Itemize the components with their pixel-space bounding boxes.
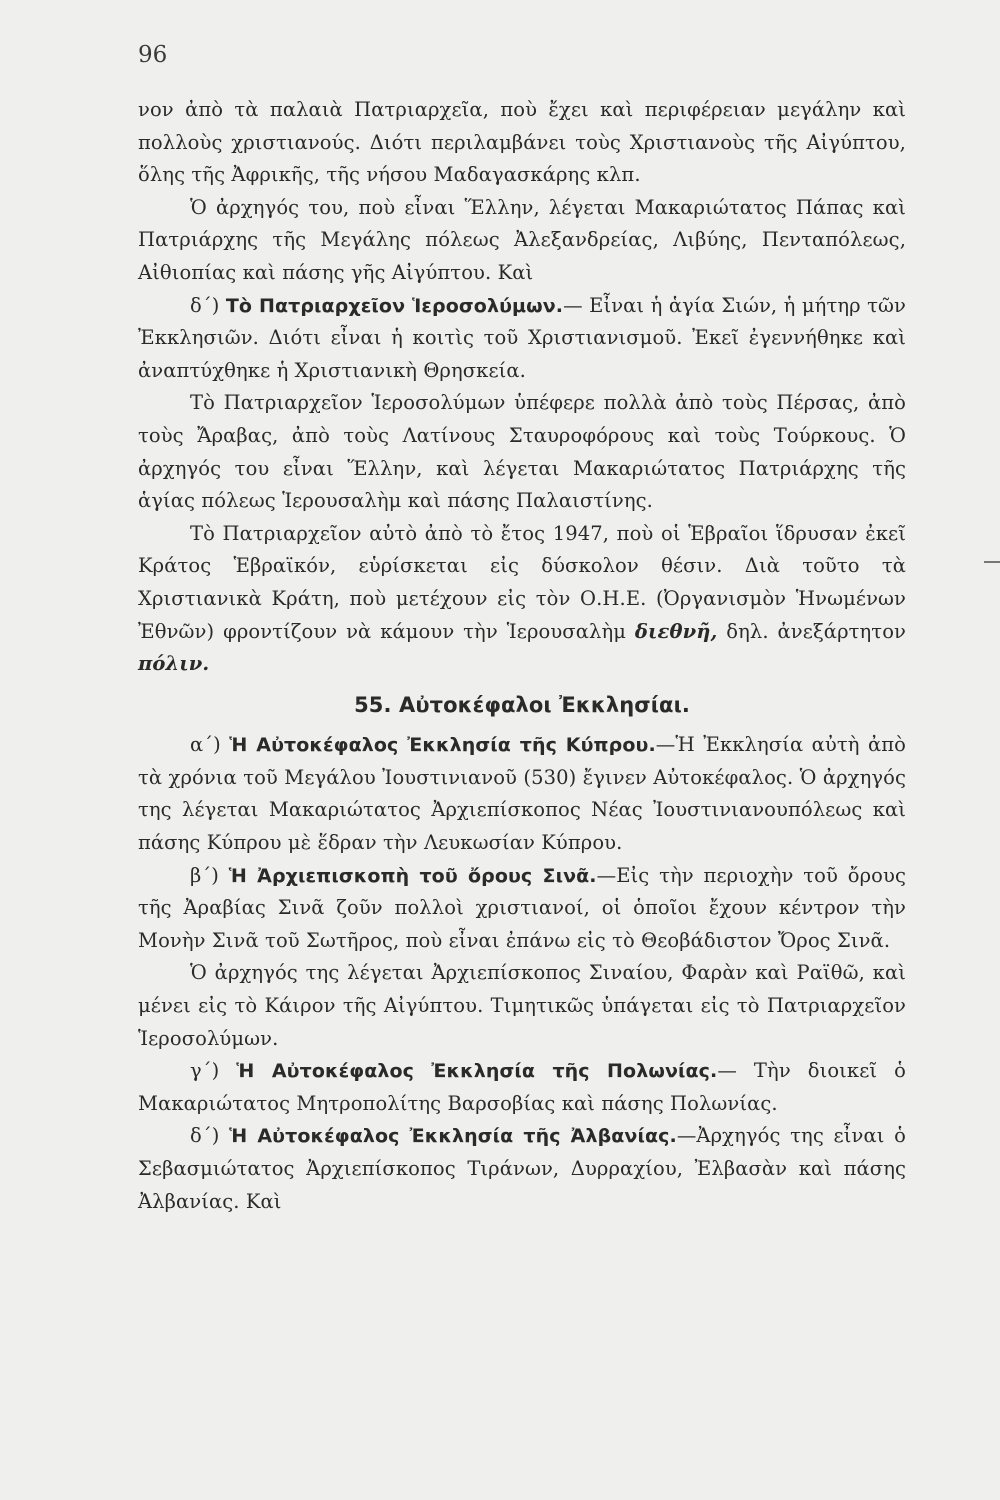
italic-word: πόλιν. [138,652,210,676]
section-poland [138,1055,906,1120]
paragraph-text: —Ἀρχηγός της εἶναι ὁ Σεβασμιώτατος Ἀρχιεπίσκοπος Τιράνων, Δυρραχίου, Ἐλβασὰν καὶ πάσης Ἀλβανίας. Καὶ [138,1124,906,1213]
item-title: Ἡ Αὐτοκέφαλος Ἐκκλησία τῆς Πολωνίας. [236,1060,718,1083]
item-title: Ἡ Ἀρχιεπισκοπὴ τοῦ ὄρους Σινᾶ. [228,864,597,887]
paragraph-continuation [138,94,906,192]
paragraph-text: —Ἡ Ἐκκλησία αὐτὴ ἀπὸ τὰ χρόνια τοῦ Μεγάλου Ἰουστινιανοῦ (530) ἔγινεν Αὐτοκέφαλος. Ὁ ἀρχηγός της λέγεται Μακαριώτατος Ἀρχιεπίσκοπος Νέας Ἰουστινιανουπόλεως καὶ πάσης Κύπρου μὲ ἕδραν τὴν Λευκωσίαν Κύπρου. [138,733,906,855]
margin-mark [984,561,1000,563]
body-text [138,94,906,1218]
paragraph-jerusalem [138,290,906,388]
section-sinai-head [138,957,906,1055]
item-label: γ΄) [190,1059,220,1083]
section-heading: 55. Αὐτοκέφαλοι Ἐκκλησίαι. [354,692,690,717]
paragraph-text: νον ἀπὸ τὰ παλαιὰ Πατριαρχεῖα, ποὺ ἔχει καὶ περιφέρειαν μεγάλην καὶ πολλοὺς χριστιανούς. Διότι περιλαμβάνει τοὺς Χριστιανοὺς τῆς Αἰγύπτου, ὅλης τῆς Ἀφρικῆς, τῆς νήσου Μαδαγασκάρης κλπ. [138,98,906,187]
paragraph-text: δηλ. ἀνεξάρτητον [717,619,906,643]
section-cyprus [138,729,906,859]
italic-word: διεθνῆ, [634,619,718,643]
paragraph-jerusalem-1947 [138,518,906,681]
paragraph-jerusalem-history [138,387,906,517]
paragraph-text: Ὁ ἀρχηγός της λέγεται Ἀρχιεπίσκοπος Σιναίου, Φαρὰν καὶ Ραϊθῶ, καὶ μένει εἰς τὸ Κάιρον τῆς Αἰγύπτου. Τιμητικῶς ὑπάγεται εἰς τὸ Πατριαρχεῖον Ἱεροσολύμων. [138,961,906,1050]
paragraph-text: —Εἰς τὴν περιοχὴν τοῦ ὄρους τῆς Ἀραβίας Σινᾶ ζοῦν πολλοὶ χριστιανοί, οἱ ὁποῖοι ἔχουν κέντρον τὴν Μονὴν Σινᾶ τοῦ Σωτῆρος, ποὺ εἶναι ἐπάνω εἰς τὸ Θεοβάδιστον Ὄρος Σινᾶ. [138,863,906,952]
item-title: Ἡ Αὐτοκέφαλος Ἐκκλησία τῆς Κύπρου. [229,734,656,757]
item-label: β΄) [190,863,219,887]
section-albania [138,1120,906,1218]
page-number: 96 [138,42,168,68]
item-title: Ἡ Αὐτοκέφαλος Ἐκκλησία τῆς Ἀλβανίας. [229,1125,677,1148]
item-label: α΄) [190,733,221,757]
paragraph-alexandria-head [138,192,906,290]
paragraph-text: Ὁ ἀρχηγός του, ποὺ εἶναι Ἕλλην, λέγεται Μακαριώτατος Πάπας καὶ Πατριάρχης τῆς Μεγάλης πόλεως Ἀλεξανδρείας, Λιβύης, Πενταπόλεως, Αἰθιοπίας καὶ πάσης γῆς Αἰγύπτου. Καὶ [138,195,906,284]
paragraph-text: Τὸ Πατριαρχεῖον Ἱεροσολύμων ὑπέφερε πολλὰ ἀπὸ τοὺς Πέρσας, ἀπὸ τοὺς Ἄραβας, ἀπὸ τοὺς Λατίνους Σταυροφόρους καὶ τοὺς Τούρκους. Ὁ ἀρχηγός του εἶναι Ἕλλην, καὶ λέγεται Μακαριώτατος Πατριάρχης τῆς ἁγίας πόλεως Ἱερουσαλὴμ καὶ πάσης Παλαιστίνης. [138,391,906,513]
item-label: δ΄) [190,293,220,317]
paragraph-text: — Εἶναι ἡ ἁγία Σιών, ἡ μήτηρ τῶν Ἐκκλησιῶν. Διότι εἶναι ἡ κοιτὶς τοῦ Χριστιανισμοῦ. Ἐκεῖ ἐγεννήθηκε καὶ ἀναπτύχθηκε ἡ Χριστιανικὴ Θρησκεία. [138,293,906,382]
section-sinai [138,860,906,958]
paragraph-text: — Τὴν διοικεῖ ὁ Μακαριώτατος Μητροπολίτης Βαρσοβίας καὶ πάσης Πολωνίας. [138,1059,906,1115]
item-title: Τὸ Πατριαρχεῖον Ἱεροσολύμων. [225,294,564,317]
item-label: δ΄) [190,1124,220,1148]
paragraph-text: Τὸ Πατριαρχεῖον αὐτὸ ἀπὸ τὸ ἔτος 1947, ποὺ οἱ Ἑβραῖοι ἵδρυσαν ἐκεῖ Κράτος Ἑβραϊκόν, εὑρίσκεται εἰς δύσκολον θέσιν. Διὰ τοῦτο τὰ Χριστιανικὰ Κράτη, ποὺ μετέχουν εἰς τὸν Ο.Η.Ε. (Ὀργανισμὸν Ἡνωμένων Ἐθνῶν) φροντίζουν νὰ κάμουν τὴν Ἱερουσαλὴμ [138,521,906,643]
